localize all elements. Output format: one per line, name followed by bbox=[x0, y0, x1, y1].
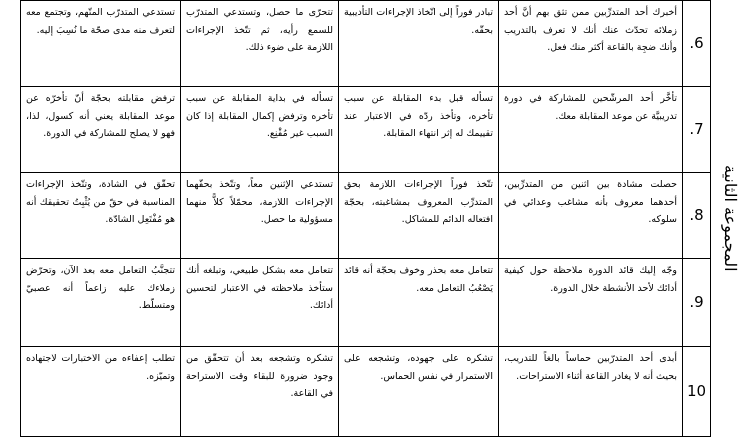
option-b-cell: تشكره وتشجعه بعد أن تتحقّق من وجود ضرورة للبقاء وقت الاستراحة في القاعة. bbox=[181, 347, 339, 437]
option-c-cell: تحقّق في الشادة، وتتّخذ الإجراءات المناسبة في حقّ من يُثْبِتُ تحقيقك أنه هو مُفْتَعِل الشادّة. bbox=[21, 173, 181, 259]
situation-cell: أبدى أحد المتدرّبين حماساً بالغاً للتدريب، بحيث أنه لا يغادر القاعة أثناء الاستراحات. bbox=[499, 347, 683, 437]
table-row bbox=[21, 1, 711, 87]
option-a-cell: تبادر فوراً إلى اتّخاذ الإجراءات التأديبية بحقّه. bbox=[339, 1, 499, 87]
table-row bbox=[21, 87, 711, 173]
row-number: .7 bbox=[683, 87, 711, 173]
table-row bbox=[21, 173, 711, 259]
option-b-cell: تسأله في بداية المقابلة عن سبب تأخره وترفض إكمال المقابلة إذا كان السبب غير مُقْنِع. bbox=[181, 87, 339, 173]
row-number: .9 bbox=[683, 259, 711, 347]
situation-cell: حصلت مشادة بين اثنين من المتدرِّبين، أحدهما معروف بأنه مشاغب وعدائي في سلوكه. bbox=[499, 173, 683, 259]
row-number: .6 bbox=[683, 1, 711, 87]
option-b-cell: تتحرّى ما حصل، وتستدعي المتدرّب للسمع رأيه، ثم تتّخذ الإجراءات اللازمة على ضوء ذلك. bbox=[181, 1, 339, 87]
scenarios-table bbox=[20, 0, 711, 437]
option-a-cell: تتّخذ فوراً الإجراءات اللازمة بحق المتدرِّب المعروف بمشاغبته، بحجّة افتعاله الدائم للمشاكل. bbox=[339, 173, 499, 259]
option-c-cell: ترفض مقابلته بحجّة أنّ تأخرّه عن موعد المقابلة يعني أنه كسول، لذا، فهو لا يصلح للمشاركة في الدورة. bbox=[21, 87, 181, 173]
option-a-cell: تسأله قبل بدء المقابلة عن سبب تأخره، وتأخذ ردّه في الاعتبار عند تقييمك له إثر انتهاء المقابلة. bbox=[339, 87, 499, 173]
option-a-cell: تشكره على جهوده، وتشجعه على الاستمرار في نفس الحماس. bbox=[339, 347, 499, 437]
option-c-cell: تستدعي المتدرّب المتّهم، وتجتمع معه لتعرف منه مدى صحّة ما نُسِبَ إليه. bbox=[21, 1, 181, 87]
table-row bbox=[21, 259, 711, 347]
option-a-cell: تتعامل معه بحذر وخوف بحجّة أنه قائد يَصْعُبُ التعامل معه. bbox=[339, 259, 499, 347]
option-b-cell: تتعامل معه بشكل طبيعي، وتبلغه أنك ستأخذ ملاحظته في الاعتبار لتحسين أدائك. bbox=[181, 259, 339, 347]
situation-cell: أخبرك أحد المتدرِّبين ممن تثق بهم أنَّ أحد زملائه تحدّث عنك أنك لا تعرف بالتدريب وأنك ضجِة بالقاعة أكثر منك فعل. bbox=[499, 1, 683, 87]
row-number: 10 bbox=[683, 347, 711, 437]
group-label: المجموعة الثانية bbox=[721, 164, 740, 272]
situation-cell: وجّه إليك قائد الدورة ملاحظة حول كيفية أدائك لأحد الأنشطة خلال الدورة. bbox=[499, 259, 683, 347]
row-number: .8 bbox=[683, 173, 711, 259]
group-column bbox=[710, 0, 750, 436]
scenario-sheet bbox=[20, 0, 750, 436]
table-row bbox=[21, 347, 711, 437]
option-b-cell: تستدعي الإثنين معاً، وتتّخذ بحقّهما الإجراءات اللازمة، محمّلاً كلاًّ منهما مسؤولية ما حصل. bbox=[181, 173, 339, 259]
option-c-cell: تطلب إعفاءه من الاختبارات لاجتهاده وتميّزه. bbox=[21, 347, 181, 437]
option-c-cell: تتجنَّبُ التعامل معه بعد الآن، وتحرّض زملاءك عليه زاعماً أنه عصبيّ ومتسلّط. bbox=[21, 259, 181, 347]
situation-cell: تأخَّر أحد المرشّحين للمشاركة في دورة تدريبيَّة عن موعد المقابلة معك. bbox=[499, 87, 683, 173]
